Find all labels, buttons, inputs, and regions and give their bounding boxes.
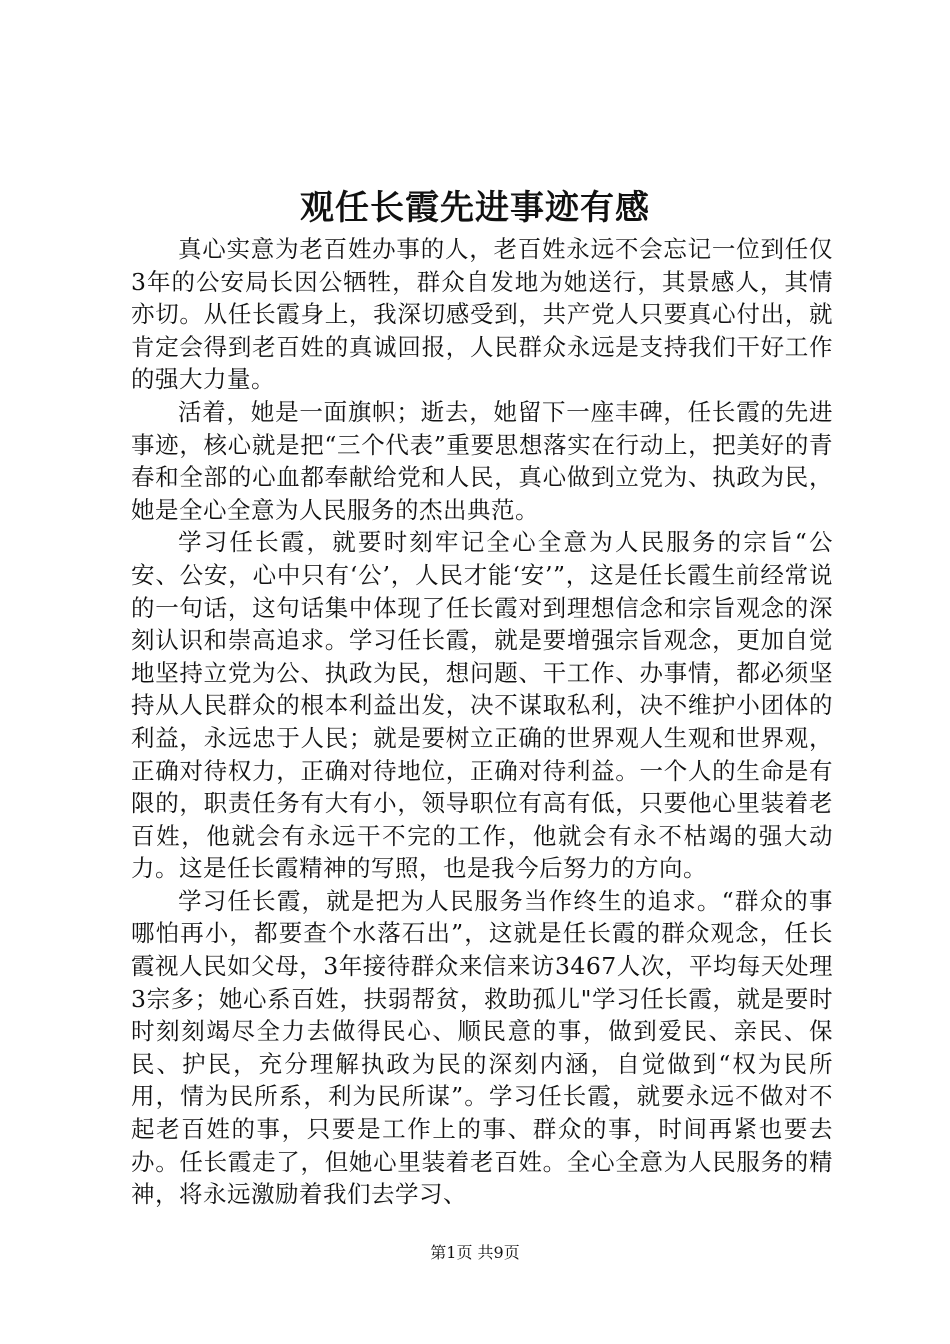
paragraph: 学习任长霞，就要时刻牢记全心全意为人民服务的宗旨“公安、公安，心中只有‘公’，人民才能‘安’”，这是任长霞生前经常说的一句话，这句话集中体现了任长霞对到理想信念和宗旨观念的深刻认识和崇高追求。学习任长霞，就是要增强宗旨观念，更加自觉地坚持立党为公、执政为民，想问题、干工作、办事情，都必须坚持从人民群众的根本利益出发，决不谋取私利，决不维护小团体的利益，永远忠于人民；就是要树立正确的世界观人生观和世界观，正确对待权力，正确对待地位，正确对待利益。一个人的生命是有限的，职责任务有大有小，领导职位有高有低，只要他心里装着老百姓，他就会有永远干不完的工作，他就会有永不枯竭的强大动力。这是任长霞精神的写照，也是我今后努力的方向。 [131, 528, 833, 883]
paragraph: 学习任长霞，就是把为人民服务当作终生的追求。“群众的事哪怕再小，都要查个水落石出”，这就是任长霞的群众观念，任长霞视人民如父母，3年接待群众来信来访3467人次，平均每天处理3宗多；她心系百姓，扶弱帮贫，救助孤儿"学习任长霞，就是要时时刻刻竭尽全力去做得民心、顺民意的事，做到爱民、亲民、保民、护民，充分理解执政为民的深刻内涵，自觉做到“权为民所用，情为民所系，利为民所谋”。学习任长霞，就要永远不做对不起老百姓的事，只要是工作上的事、群众的事，时间再紧也要去办。任长霞走了，但她心里装着老百姓。全心全意为人民服务的精神，将永远激励着我们去学习、 [131, 886, 833, 1209]
paragraph: 真心实意为老百姓办事的人，老百姓永远不会忘记一位到任仅3年的公安局长因公牺牲，群众自发地为她送行，其景感人，其情亦切。从任长霞身上，我深切感受到，共产党人只要真心付出，就肯定会得到老百姓的真诚回报，人民群众永远是支持我们干好工作的强大力量。 [131, 235, 833, 394]
page-number: 第1页 共9页 [430, 1243, 520, 1262]
document-title: 观任长霞先进事迹有感 [300, 188, 650, 228]
page-footer [0, 1242, 950, 1264]
paragraph: 活着，她是一面旗帜；逝去，她留下一座丰碑，任长霞的先进事迹，核心就是把“三个代表”重要思想落实在行动上，把美好的青春和全部的心血都奉献给党和人民，真心做到立党为、执政为民，她是全心全意为人民服务的杰出典范。 [131, 397, 833, 524]
document-body [131, 233, 833, 1211]
